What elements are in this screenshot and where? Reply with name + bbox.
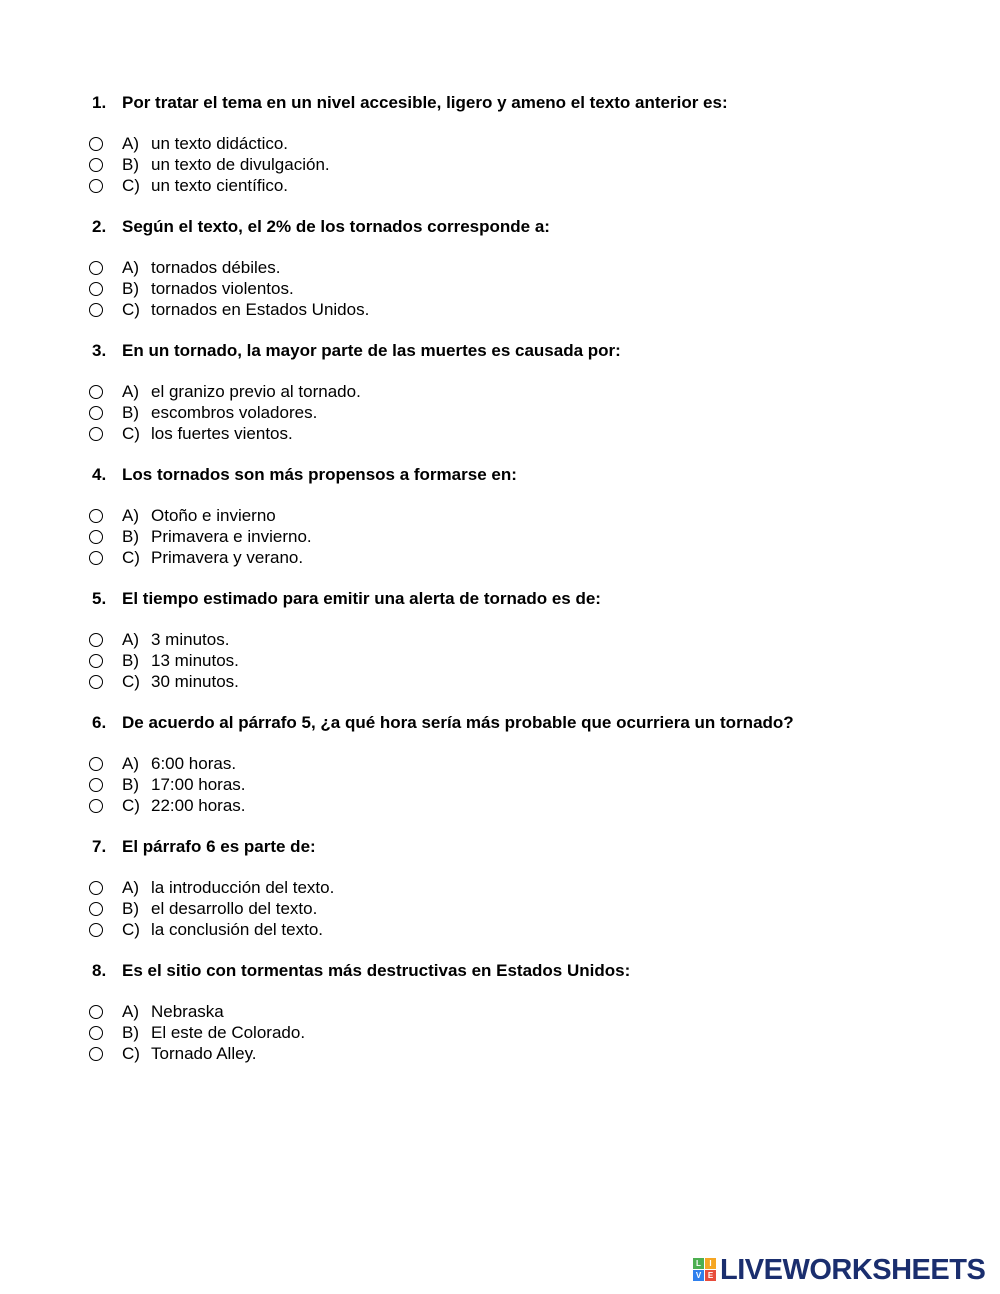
question-text: Es el sitio con tormentas más destructivas en Estados Unidos: bbox=[122, 961, 631, 980]
radio-button[interactable] bbox=[89, 778, 103, 792]
q8-option-c[interactable] bbox=[89, 1044, 689, 1064]
question-text: Según el texto, el 2% de los tornados corresponde a: bbox=[122, 217, 550, 236]
option-text: 3 minutos. bbox=[151, 630, 230, 649]
option-letter: C) bbox=[122, 1044, 140, 1063]
option-letter: C) bbox=[122, 796, 140, 815]
radio-button[interactable] bbox=[89, 1047, 103, 1061]
option-text: Tornado Alley. bbox=[151, 1044, 257, 1063]
q5-option-a[interactable] bbox=[89, 630, 689, 650]
option-text: El este de Colorado. bbox=[151, 1023, 306, 1042]
option-text: el granizo previo al tornado. bbox=[151, 382, 361, 401]
option-letter: A) bbox=[122, 1002, 139, 1021]
option-letter: B) bbox=[122, 155, 139, 174]
question-2 bbox=[92, 217, 952, 237]
question-4 bbox=[92, 465, 952, 485]
q1-option-b[interactable] bbox=[89, 155, 689, 175]
logo-block-e: E bbox=[705, 1270, 716, 1281]
radio-button[interactable] bbox=[89, 654, 103, 668]
question-number: 3. bbox=[92, 341, 107, 360]
radio-button[interactable] bbox=[89, 406, 103, 420]
question-number: 4. bbox=[92, 465, 107, 484]
option-letter: C) bbox=[122, 672, 140, 691]
radio-button[interactable] bbox=[89, 303, 103, 317]
radio-button[interactable] bbox=[89, 799, 103, 813]
q7-option-a[interactable] bbox=[89, 878, 689, 898]
logo-block-l: L bbox=[693, 1258, 704, 1269]
option-letter: C) bbox=[122, 548, 140, 567]
q2-option-a[interactable] bbox=[89, 258, 689, 278]
option-letter: C) bbox=[122, 300, 140, 319]
q3-option-b[interactable] bbox=[89, 403, 689, 423]
radio-button[interactable] bbox=[89, 158, 103, 172]
question-text: De acuerdo al párrafo 5, ¿a qué hora sería más probable que ocurriera un tornado? bbox=[122, 713, 794, 732]
radio-button[interactable] bbox=[89, 881, 103, 895]
q4-option-a[interactable] bbox=[89, 506, 689, 526]
question-number: 6. bbox=[92, 713, 107, 732]
q5-option-b[interactable] bbox=[89, 651, 689, 671]
option-text: tornados en Estados Unidos. bbox=[151, 300, 370, 319]
option-text: 17:00 horas. bbox=[151, 775, 246, 794]
radio-button[interactable] bbox=[89, 509, 103, 523]
question-number: 8. bbox=[92, 961, 107, 980]
question-text: Los tornados son más propensos a formarse en: bbox=[122, 465, 517, 484]
radio-button[interactable] bbox=[89, 902, 103, 916]
radio-button[interactable] bbox=[89, 179, 103, 193]
option-text: la introducción del texto. bbox=[151, 878, 335, 897]
option-letter: A) bbox=[122, 506, 139, 525]
logo-blocks-icon bbox=[693, 1258, 717, 1282]
radio-button[interactable] bbox=[89, 385, 103, 399]
question-number: 2. bbox=[92, 217, 107, 236]
option-text: Primavera y verano. bbox=[151, 548, 304, 567]
option-text: tornados violentos. bbox=[151, 279, 294, 298]
question-3 bbox=[92, 341, 952, 361]
q6-option-a[interactable] bbox=[89, 754, 689, 774]
question-text: El tiempo estimado para emitir una alerta de tornado es de: bbox=[122, 589, 601, 608]
liveworksheets-logo bbox=[693, 1254, 993, 1284]
option-letter: B) bbox=[122, 899, 139, 918]
radio-button[interactable] bbox=[89, 923, 103, 937]
option-letter: A) bbox=[122, 754, 139, 773]
option-text: tornados débiles. bbox=[151, 258, 281, 277]
question-1 bbox=[92, 93, 952, 113]
q7-option-b[interactable] bbox=[89, 899, 689, 919]
radio-button[interactable] bbox=[89, 427, 103, 441]
option-text: Nebraska bbox=[151, 1002, 224, 1021]
option-letter: B) bbox=[122, 651, 139, 670]
option-text: 22:00 horas. bbox=[151, 796, 246, 815]
option-letter: C) bbox=[122, 920, 140, 939]
q3-option-a[interactable] bbox=[89, 382, 689, 402]
radio-button[interactable] bbox=[89, 1026, 103, 1040]
question-6 bbox=[92, 713, 952, 733]
option-letter: A) bbox=[122, 382, 139, 401]
option-text: 6:00 horas. bbox=[151, 754, 237, 773]
q4-option-c[interactable] bbox=[89, 548, 689, 568]
question-number: 1. bbox=[92, 93, 107, 112]
question-7 bbox=[92, 837, 952, 857]
logo-text: LIVEWORKSHEETS bbox=[720, 1254, 986, 1286]
q1-option-a[interactable] bbox=[89, 134, 689, 154]
option-text: la conclusión del texto. bbox=[151, 920, 323, 939]
option-letter: C) bbox=[122, 176, 140, 195]
option-letter: A) bbox=[122, 258, 139, 277]
question-text: Por tratar el tema en un nivel accesible, ligero y ameno el texto anterior es: bbox=[122, 93, 728, 112]
option-text: un texto científico. bbox=[151, 176, 289, 195]
logo-block-v: V bbox=[693, 1270, 704, 1281]
option-text: un texto didáctico. bbox=[151, 134, 289, 153]
option-text: los fuertes vientos. bbox=[151, 424, 293, 443]
question-8 bbox=[92, 961, 952, 981]
radio-button[interactable] bbox=[89, 633, 103, 647]
q5-option-c[interactable] bbox=[89, 672, 689, 692]
question-number: 7. bbox=[92, 837, 107, 856]
q6-option-c[interactable] bbox=[89, 796, 689, 816]
q7-option-c[interactable] bbox=[89, 920, 689, 940]
q8-option-a[interactable] bbox=[89, 1002, 689, 1022]
q4-option-b[interactable] bbox=[89, 527, 689, 547]
radio-button[interactable] bbox=[89, 1005, 103, 1019]
q2-option-c[interactable] bbox=[89, 300, 689, 320]
option-text: Primavera e invierno. bbox=[151, 527, 312, 546]
option-letter: B) bbox=[122, 527, 139, 546]
radio-button[interactable] bbox=[89, 261, 103, 275]
question-text: En un tornado, la mayor parte de las muertes es causada por: bbox=[122, 341, 621, 360]
option-letter: B) bbox=[122, 279, 139, 298]
option-letter: B) bbox=[122, 403, 139, 422]
option-text: el desarrollo del texto. bbox=[151, 899, 318, 918]
radio-button[interactable] bbox=[89, 551, 103, 565]
radio-button[interactable] bbox=[89, 675, 103, 689]
radio-button[interactable] bbox=[89, 282, 103, 296]
option-letter: C) bbox=[122, 424, 140, 443]
option-letter: A) bbox=[122, 134, 139, 153]
question-5 bbox=[92, 589, 952, 609]
q3-option-c[interactable] bbox=[89, 424, 689, 444]
q2-option-b[interactable] bbox=[89, 279, 689, 299]
option-letter: A) bbox=[122, 878, 139, 897]
option-text: un texto de divulgación. bbox=[151, 155, 330, 174]
option-letter: A) bbox=[122, 630, 139, 649]
option-text: Otoño e invierno bbox=[151, 506, 276, 525]
radio-button[interactable] bbox=[89, 137, 103, 151]
option-text: escombros voladores. bbox=[151, 403, 318, 422]
question-text: El párrafo 6 es parte de: bbox=[122, 837, 316, 856]
option-letter: B) bbox=[122, 775, 139, 794]
question-number: 5. bbox=[92, 589, 107, 608]
logo-block-i: I bbox=[705, 1258, 716, 1269]
option-text: 30 minutos. bbox=[151, 672, 239, 691]
option-text: 13 minutos. bbox=[151, 651, 239, 670]
q6-option-b[interactable] bbox=[89, 775, 689, 795]
q1-option-c[interactable] bbox=[89, 176, 689, 196]
radio-button[interactable] bbox=[89, 757, 103, 771]
option-letter: B) bbox=[122, 1023, 139, 1042]
radio-button[interactable] bbox=[89, 530, 103, 544]
q8-option-b[interactable] bbox=[89, 1023, 689, 1043]
